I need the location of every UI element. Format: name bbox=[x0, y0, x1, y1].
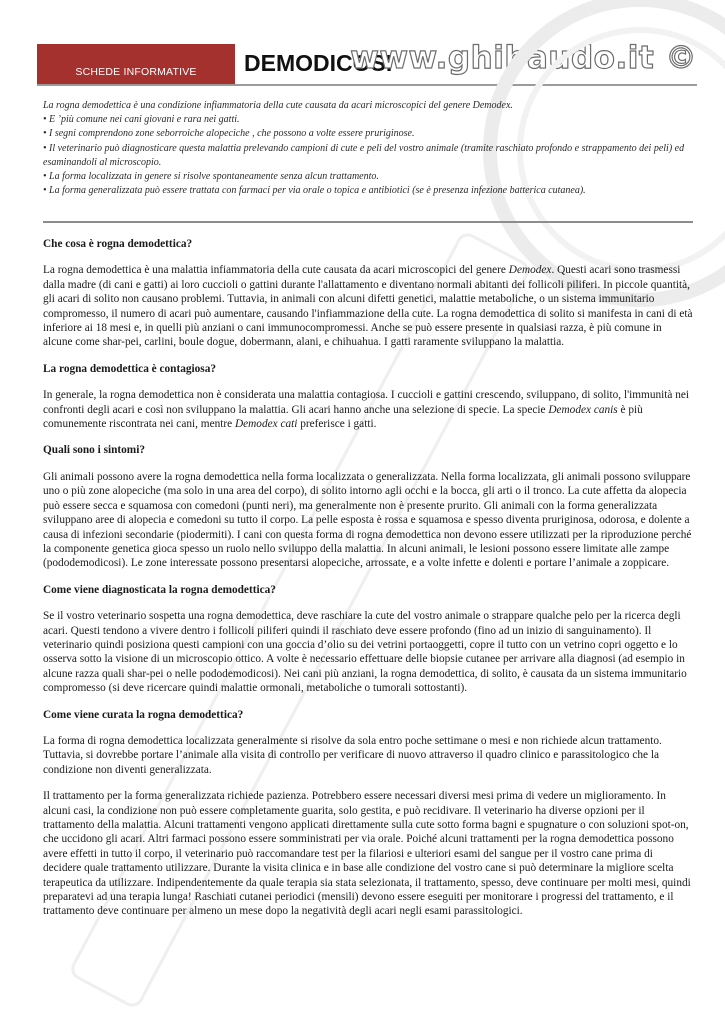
header-divider bbox=[37, 84, 697, 86]
section-paragraph: La rogna demodettica è una malattia infiammatoria della cute causata da acari microscopici del genere Demodex. Questi acari sono trasmessi dalla madre (di cani e gatti) ai loro cuccioli o gattini durante l'allattamento e diventano normali abitanti dei follicoli piliferi. In piccole quantità, gli acari di solito non causano problemi. Tuttavia, in animali con alcuni difetti genetici, malattie metaboliche, o un sistema immunitario compromesso, il numero di acari può aumentare, causando l'infiammazione della cute. La rogna demodettica di solito si manifesta in cani di età inferiore ai 18 mesi e, in quelli più anziani o cani immunocompromessi. Anche se può essere presente in qualsiasi razza, è più comune in alcune come shar-pei, carlini, boule dogue, dobermann, alani, e chihuahua. I gatti raramente sviluppano la malattia. bbox=[43, 264, 693, 349]
section-paragraph: Se il vostro veterinario sospetta una rogna demodettica, deve raschiare la cute del vostro animale o strappare qualche pelo per la ricerca degli acari. Questi tendono a vivere dentro i follicoli piliferi quindi il raschiato deve essere profondo (fino ad un inizio di sanguinamento). Il veterinario quindi posiziona questi campioni con una goccia d’olio su dei vetrini portaoggetti, copre il tutto con un vetrino copri oggetto e lo osserva sotto la visione di un microscopio ottico. A volte è necessario effettuare delle biopsie cutanee per arrivare alla diagnosi (ad esempio in alcune razza quali shar-pei o nelle pododemodicosi). Nei cani più anziani, la rogna demodettica, di solito, è causata da un sistema immunitario compromesso (si deve ricercare quindi malattie ormonali, metaboliche o tumorali sottostanti). bbox=[43, 610, 687, 695]
summary-line: • E ’più comune nei cani giovani e rara nei gatti. bbox=[43, 114, 240, 126]
summary-line: • La forma localizzata in genere si risolve spontaneamente senza alcun trattamento. bbox=[43, 171, 379, 183]
summary-line: • I segni comprendono zone seborroiche alopeciche , che possono a volte essere pruriginose. bbox=[43, 128, 415, 140]
section-heading: La rogna demodettica è contagiosa? bbox=[43, 362, 216, 375]
summary-divider bbox=[43, 221, 693, 223]
section-paragraph: In generale, la rogna demodettica non è considerata una malattia contagiosa. I cuccioli e gattini crescendo, sviluppano, di solito, l'immunità nei confronti degli acari e così non sviluppano la malattia. Gli acari hanno anche una selezione di specie. La specie Demodex canis è più comunemente riscontrata nei cani, mentre Demodex cati preferisce i gatti. bbox=[43, 389, 690, 431]
article-body bbox=[43, 237, 693, 931]
section-paragraph: La forma di rogna demodettica localizzata generalmente si risolve da sola entro poche settimane o mesi e non richiede alcun trattamento. Tuttavia, si dovrebbe portare l’animale alla visita di controllo per verificare di nuovo attraverso il quadro clinico e parassitologico che la condizione non diventi generalizzata. bbox=[43, 734, 662, 776]
section-heading: Quali sono i sintomi? bbox=[43, 444, 146, 457]
section-heading: Come viene curata la rogna demodettica? bbox=[43, 708, 244, 721]
summary-line: • Il veterinario può diagnosticare questa malattia prelevando campioni di cute e peli del vostro animale (tramite raschiato profondo e strappamento dei peli) ed esaminandoli al microscopio. bbox=[43, 142, 685, 168]
section-heading: Che cosa è rogna demodettica? bbox=[43, 238, 193, 250]
header-band-label: SCHEDE INFORMATIVE bbox=[75, 66, 197, 78]
brand-logo: www.ghibaudo.it © bbox=[350, 40, 697, 76]
section-paragraph: Il trattamento per la forma generalizzata richiede pazienza. Potrebbero essere necessari diversi mesi prima di vedere un miglioramento. In alcuni casi, la condizione non può essere completamente guarita, solo gestita, e può recidivare. Il veterinario ha diverse opzioni per il trattamento della malattia. Alcuni trattamenti vengono applicati direttamente sulla cute sotto forma bagni e spugnature o con soluzioni spot-on, che uccidono gli acari. Altri farmaci possono essere somministrati per via orale. Poiché alcuni trattamenti per la rogna demodettica possono avere effetti in tutto il corpo, il veterinario può raccomandare test per la filariosi e ulteriori esami del sangue per il vostro cane prima di decidere quale trattamento utilizzare. Durante la visita clinica e in base alle condizione del vostro cane si può determinare la migliore scelta terapeutica da utilizzare. Indipendentemente da quale terapia sia stata selezionata, il trattamento, spesso, deve continuare per molti mesi, quindi preparatevi ad una terapia lunga! Raschiati cutanei periodici (mensili) devono essere eseguiti per monitorare i progressi del trattamento, e il trattamento deve continuare per almeno un mese dopo la negatività degli acari negli esami parassitologici. bbox=[43, 790, 691, 918]
summary-line: La rogna demodettica è una condizione infiammatoria della cute causata da acari microscopici del genere Demodex. bbox=[43, 100, 513, 111]
section-heading: Come viene diagnosticata la rogna demodettica? bbox=[43, 583, 276, 596]
section-paragraph: Gli animali possono avere la rogna demodettica nella forma localizzata o generalizzata. Nella forma localizzata, gli animali possono sviluppare uno o più zone alopeciche (ma solo in una area del corpo), di solito intorno agli occhi e la bocca, gli arti o il tronco. La cute affetta da alopecia può essere secca e squamosa con comedoni (punti neri), ma generalmente non è presente prurito. Gli animali con la forma generalizzata sviluppano aree di alopecia e comedoni su tutto il corpo. La pelle esposta è rossa e squamosa e spesso diventa pruriginosa, odorosa, e dolente a causa di infezioni secondarie (piodermiti). I cani con questa forma di rogna demodettica non devono essere utilizzati per la riproduzione perché la componente genetica gioca spesso un ruolo nello sviluppo della malattia. In alcuni animali, le lesioni possono essere limitate alle zampe (pododemodicosi). Le zone interessate possono presentarsi alopeciche, arrossate, e a volte infette e dolenti e portare l’animale a zoppicare. bbox=[43, 470, 692, 570]
document-title: DEMODICOSI bbox=[244, 50, 393, 76]
summary-line: • La forma generalizzata può essere trattata con farmaci per via orale o topica e antibiotici (se è presenza infezione batterica cutanea). bbox=[43, 185, 586, 197]
header-band bbox=[37, 44, 235, 84]
summary-box bbox=[43, 99, 693, 198]
